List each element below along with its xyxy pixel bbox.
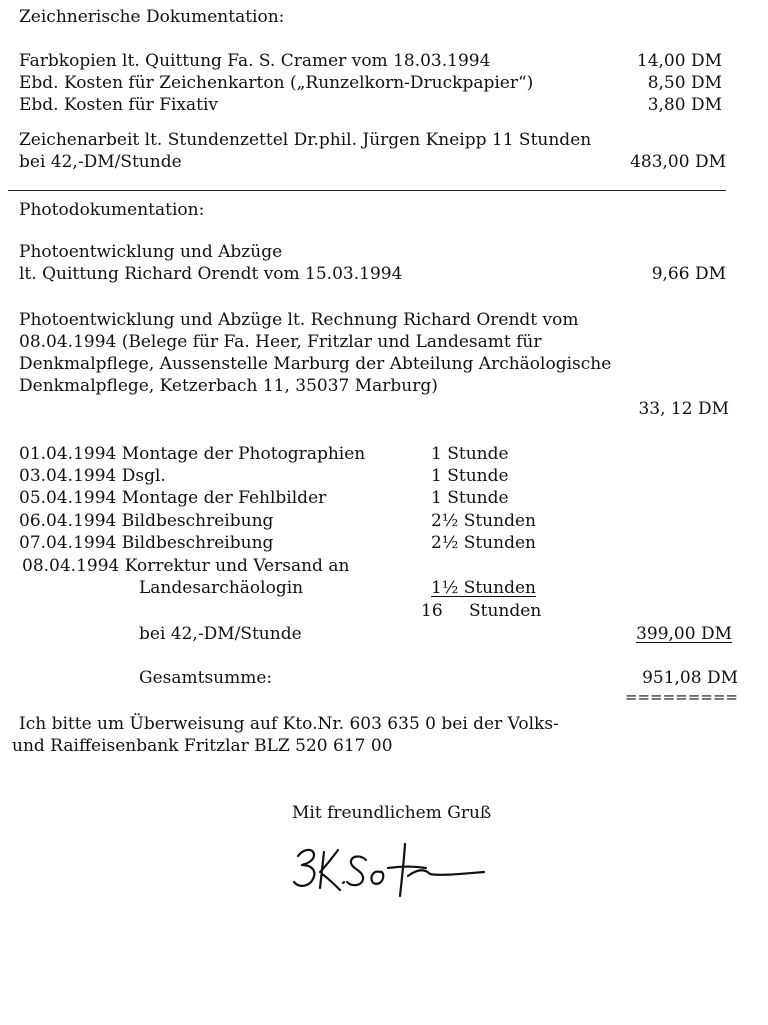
drawing-work-amount: 483,00 DM bbox=[630, 152, 726, 172]
hours-rate-label: bei 42,-DM/Stunde bbox=[139, 624, 302, 644]
photo2-line3: Denkmalpflege, Aussenstelle Marburg der Abteilung Archäologische bbox=[19, 354, 612, 374]
hours-rate-amount: 399,00 DM bbox=[636, 624, 732, 644]
hours-row-desc: 06.04.1994 Bildbeschreibung bbox=[19, 511, 274, 531]
drawing-work-line1: Zeichenarbeit lt. Stundenzettel Dr.phil. Jürgen Kneipp 11 Stunden bbox=[19, 130, 592, 150]
hours-row-value: 2½ Stunden bbox=[431, 533, 536, 553]
closing-line1: Ich bitte um Überweisung auf Kto.Nr. 603 635 0 bei der Volks- bbox=[19, 714, 559, 734]
hours-row-desc: 07.04.1994 Bildbeschreibung bbox=[19, 533, 274, 553]
hours-total-unit: Stunden bbox=[469, 601, 542, 621]
signature bbox=[290, 838, 500, 900]
hours-row-value: 1½ Stunden bbox=[431, 578, 536, 598]
total-double-rule: ========= bbox=[624, 688, 738, 706]
item-color-copies-amount: 14,00 DM bbox=[636, 51, 722, 71]
hours-total-number: 16 bbox=[421, 601, 443, 621]
hours-row-value: 1 Stunde bbox=[431, 466, 509, 486]
hours-row-value: 2½ Stunden bbox=[431, 511, 536, 531]
photo1-amount: 9,66 DM bbox=[651, 264, 726, 284]
drawing-work-line2: bei 42,-DM/Stunde bbox=[19, 152, 182, 172]
photo2-line4: Denkmalpflege, Ketzerbach 11, 35037 Marburg) bbox=[19, 376, 438, 396]
photo1-line1: Photoentwicklung und Abzüge bbox=[19, 242, 283, 262]
photo2-amount: 33, 12 DM bbox=[638, 399, 729, 419]
item-color-copies: Farbkopien lt. Quittung Fa. S. Cramer vom 18.03.1994 bbox=[19, 51, 491, 71]
hours-row-value: 1 Stunde bbox=[431, 444, 509, 464]
greeting: Mit freundlichem Gruß bbox=[292, 803, 492, 823]
total-amount: 951,08 DM bbox=[642, 668, 738, 688]
photo2-line2: 08.04.1994 (Belege für Fa. Heer, Fritzlar und Landesamt für bbox=[19, 332, 542, 352]
item-drawing-board-amount: 8,50 DM bbox=[647, 73, 722, 93]
hours-row-desc: 01.04.1994 Montage der Photographien bbox=[19, 444, 366, 464]
photo1-line2: lt. Quittung Richard Orendt vom 15.03.1994 bbox=[19, 264, 403, 284]
section-heading-drawing: Zeichnerische Dokumentation: bbox=[19, 7, 285, 27]
closing-line2: und Raiffeisenbank Fritzlar BLZ 520 617 00 bbox=[12, 736, 393, 756]
item-fixative-amount: 3,80 DM bbox=[647, 95, 722, 115]
hours-row-desc: 05.04.1994 Montage der Fehlbilder bbox=[19, 488, 327, 508]
hours-row-desc: 08.04.1994 Korrektur und Versand an bbox=[22, 556, 350, 576]
item-drawing-board: Ebd. Kosten für Zeichenkarton („Runzelkorn-Druckpapier“) bbox=[19, 73, 534, 93]
hours-row-desc: Landesarchäologin bbox=[139, 578, 304, 598]
hours-row-value: 1 Stunde bbox=[431, 488, 509, 508]
total-label: Gesamtsumme: bbox=[139, 668, 273, 688]
section-divider bbox=[8, 190, 726, 191]
hours-row-desc: 03.04.1994 Dsgl. bbox=[19, 466, 166, 486]
item-fixative: Ebd. Kosten für Fixativ bbox=[19, 95, 219, 115]
section-heading-photo: Photodokumentation: bbox=[19, 200, 205, 220]
photo2-line1: Photoentwicklung und Abzüge lt. Rechnung Richard Orendt vom bbox=[19, 310, 579, 330]
